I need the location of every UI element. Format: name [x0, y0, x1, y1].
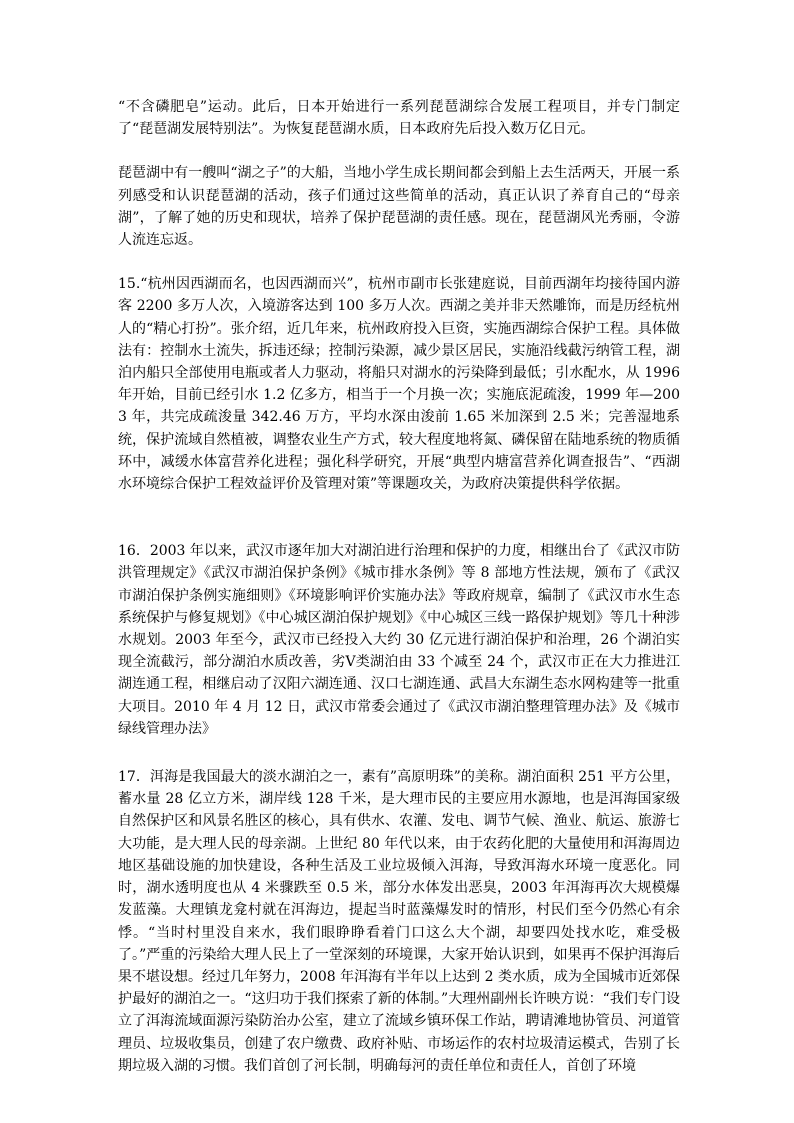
paragraph-item-15-hangzhou: 15.“杭州因西湖而名，也因西湖而兴”，杭州市副市长张建庭说，目前西湖年均接待国内游客 2200 多万人次，入境游客达到 100 多万人次。西湖之美并非天然雕饰，而是历经杭州人的“精心打扮”。张介绍，近几年来，杭州政府投入巨资，实施西湖综合保护工程。具体做法有：控制水土流失，拆违还绿；控制污染源，减少景区居民，实施沿线截污纳管工程，湖泊内船只全部使用电瓶或者人力驱动，将船只对湖水的污染降到最低；引水配水，从 1996 年开始，目前已经引水 1.2 亿多方，相当于一个月换一次；实施底泥疏浚，1999 年—2003 年，共完成疏浚量 342.46 万方，平均水深由浚前 1.65 米加深到 2.5 米；完善湿地系统，保护流域自然植被，调整农业生产方式，较大程度地将氮、磷保留在陆地系统的物质循环中，减缓水体富营养化进程；强化科学研究，开展“典型内塘富营养化调查报告”、“西湖水环境综合保护工程效益评价及管理对策”等课题攻关，为政府决策提供科学依据。	[118, 276, 680, 493]
paragraph-item-16-wuhan: 16．2003 年以来，武汉市逐年加大对湖泊进行治理和保护的力度，相继出台了《武汉市防洪管理规定》《武汉市湖泊保护条例》《城市排水条例》等 8 部地方性法规，颁布了《武汉市湖泊保护条例实施细则》《环境影响评价实施办法》等政府规章，编制了《武汉市水生态系统保护与修复规划》《中心城区湖泊保护规划》《中心城区三线一路保护规划》等几十种涉水规划。2003 年至今，武汉市已经投入大约 30 亿元进行湖泊保护和治理，26 个湖泊实现全流截污，部分湖泊水质改善，劣Ⅴ类湖泊由 33 个减至 24 个，武汉市正在大力推进江湖连通工程，相继启动了汉阳六湖连通、汉口七湖连通、武昌大东湖生态水网构建等一批重大项目。2010 年 4 月 12 日，武汉市常委会通过了《武汉市湖泊整理管理办法》及《城市绿线管理办法》	[118, 543, 680, 737]
document-page	[118, 96, 680, 1077]
paragraph-biwa-boat: 琵琶湖中有一艘叫“湖之子”的大船，当地小学生成长期间都会到船上去生活两天，开展一系列感受和认识琵琶湖的活动，孩子们通过这些简单的活动，真正认识了养育自己的“母亲湖”，了解了她的历史和现状，培养了保护琵琶湖的责任感。现在，琵琶湖风光秀丽，令游人流连忘返。	[118, 165, 680, 249]
paragraph-biwa-intro-end: “不含磷肥皂”运动。此后，日本开始进行一系列琵琶湖综合发展工程项目，并专门制定了“琵琶湖发展特别法”。为恢复琵琶湖水质，日本政府先后投入数万亿日元。	[118, 99, 680, 138]
paragraph-item-17-erhai: 17．洱海是我国最大的淡水湖泊之一，素有”高原明珠”的美称。湖泊面积 251 平方公里，蓄水量 28 亿立方米，湖岸线 128 千米，是大理市民的主要应用水源地，也是洱海国家级自然保护区和风景名胜区的核心，具有供水、农灌、发电、调节气候、渔业、航运、旅游七大功能，是大理人民的母亲湖。上世纪 80 年代以来，由于农药化肥的大量使用和洱海周边地区基础设施的加快建设，各种生活及工业垃圾倾入洱海，导致洱海水环境一度恶化。同时，湖水透明度也从 4 米骤跌至 0.5 米，部分水体发出恶臭，2003 年洱海再次大规模爆发蓝藻。大理镇龙龛村就在洱海边，提起当时蓝藻爆发时的情形，村民们至今仍然心有余悸。“当时村里没自来水，我们眼睁睁看着门口这么大个湖，却要四处找水吃，难受极了。”严重的污染给大理人民上了一堂深刻的环境课，大家开始认识到，如果再不保护洱海后果不堪设想。经过几年努力，2008 年洱海有半年以上达到 2 类水质，成为全国城市近郊保护最好的湖泊之一。“这归功于我们探索了新的体制。”大理州副州长许映方说：“我们专门设立了洱海流域面源污染防治办公室，建立了流域乡镇环保工作站，聘请滩地协管员、河道管理员、垃圾收集员，创建了农户缴费、政府补贴、市场运作的农村垃圾清运模式，告别了长期垃圾入湖的习惯。我们首创了河长制，明确每河的责任单位和责任人，首创了环境	[118, 769, 680, 1074]
